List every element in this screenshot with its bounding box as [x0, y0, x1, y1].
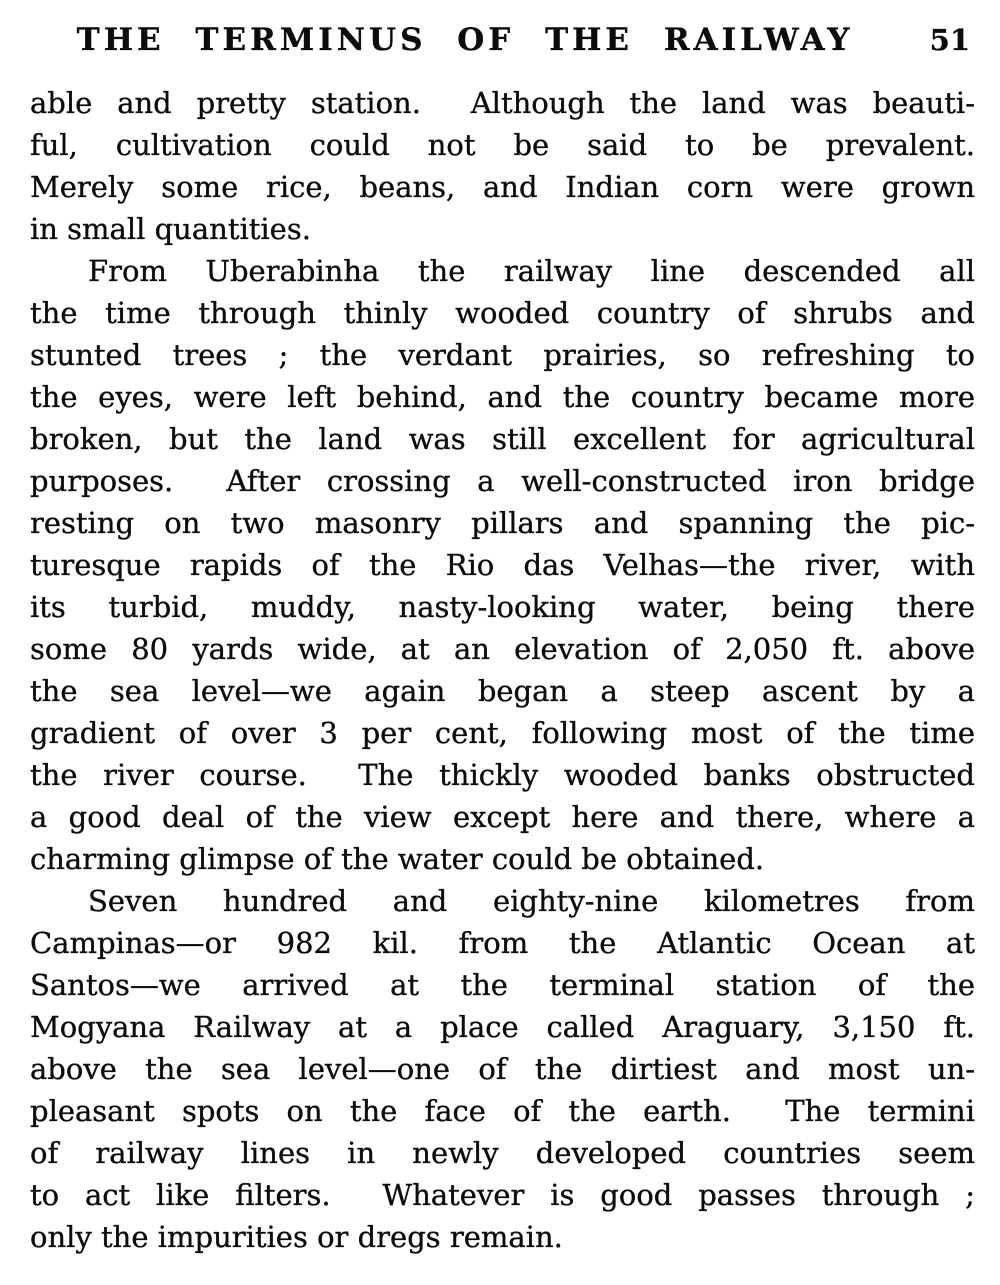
page-header: [30, 22, 975, 62]
text-line: purposes. After crossing a well-constructed iron bridge: [30, 464, 975, 498]
page-number: 51: [929, 23, 970, 57]
text-line: turesque rapids of the Rio das Velhas—the river, with: [30, 548, 975, 582]
text-line: of railway lines in newly developed countries seem: [30, 1136, 975, 1170]
text-line: the eyes, were left behind, and the country became more: [30, 380, 975, 414]
text-line: above the sea level—one of the dirtiest and most un-: [30, 1052, 975, 1086]
running-head-title: THE TERMINUS OF THE RAILWAY: [76, 22, 854, 58]
text-line: the river course. The thickly wooded banks obstructed: [30, 758, 975, 792]
text-line: Mogyana Railway at a place called Araguary, 3,150 ft.: [30, 1010, 975, 1044]
paragraph: [30, 250, 975, 880]
paragraph: [30, 82, 975, 250]
page-body: [30, 82, 975, 1258]
text-line: the time through thinly wooded country of shrubs and: [30, 296, 975, 330]
text-line: From Uberabinha the railway line descended all: [88, 254, 975, 288]
text-line: charming glimpse of the water could be obtained.: [30, 842, 765, 876]
text-line: a good deal of the view except here and there, where a: [30, 800, 975, 834]
text-line: some 80 yards wide, at an elevation of 2,050 ft. above: [30, 632, 975, 666]
text-line: ful, cultivation could not be said to be prevalent.: [30, 128, 975, 162]
text-line: able and pretty station. Although the land was beauti-: [30, 86, 975, 120]
text-line: resting on two masonry pillars and spanning the pic-: [30, 506, 975, 540]
text-line: Seven hundred and eighty-nine kilometres from: [88, 884, 975, 918]
text-line: its turbid, muddy, nasty-looking water, being there: [30, 590, 975, 624]
text-line: gradient of over 3 per cent, following most of the time: [30, 716, 975, 750]
paragraph: [30, 880, 975, 1258]
text-line: stunted trees ; the verdant prairies, so refreshing to: [30, 338, 975, 372]
text-line: only the impurities or dregs remain.: [30, 1220, 563, 1254]
text-line: the sea level—we again began a steep ascent by a: [30, 674, 975, 708]
text-line: in small quantities.: [30, 212, 311, 246]
text-line: to act like filters. Whatever is good passes through ;: [30, 1178, 975, 1212]
text-line: broken, but the land was still excellent for agricultural: [30, 422, 975, 456]
text-line: Campinas—or 982 kil. from the Atlantic Ocean at: [30, 926, 975, 960]
text-line: Merely some rice, beans, and Indian corn were grown: [30, 170, 975, 204]
text-line: pleasant spots on the face of the earth. The termini: [30, 1094, 975, 1128]
text-line: Santos—we arrived at the terminal station of the: [30, 968, 975, 1002]
